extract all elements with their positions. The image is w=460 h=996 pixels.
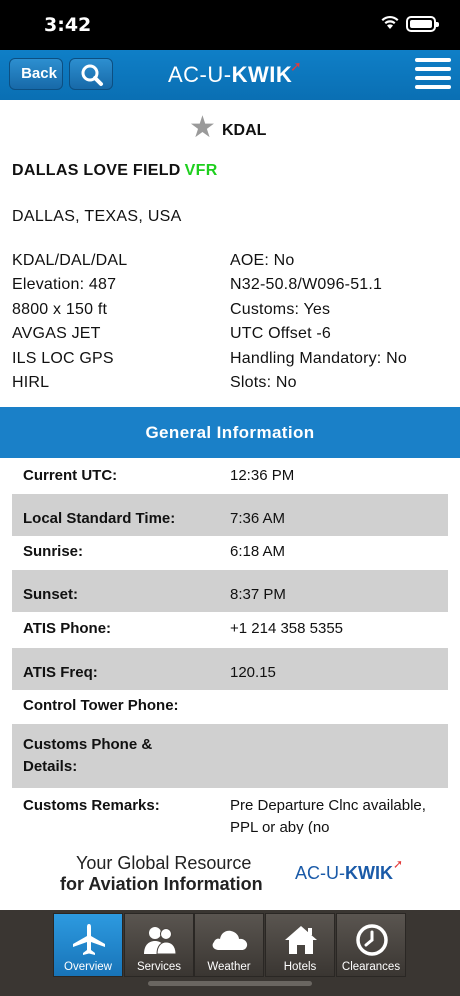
house-icon (281, 922, 321, 958)
fact-right: Customs: Yes (230, 300, 331, 318)
table-row (12, 648, 448, 690)
favorite-star-icon[interactable]: ★ (189, 111, 216, 144)
table-row (12, 788, 448, 834)
tab-bar (0, 910, 460, 996)
row-value: 6:18 AM (230, 543, 286, 560)
menu-button[interactable] (415, 58, 451, 92)
people-icon (140, 922, 180, 958)
tab-services[interactable] (124, 913, 194, 977)
search-icon (70, 59, 114, 91)
status-time: 3:42 (44, 14, 92, 36)
search-button[interactable] (69, 58, 113, 90)
ad-brand-plain: AC-U- (295, 863, 345, 883)
ad-brand-logo (295, 857, 403, 884)
row-value: +1 214 358 5355 (230, 620, 344, 637)
row-label: Sunset: (23, 586, 79, 603)
tab-weather[interactable] (194, 913, 264, 977)
battery-icon (406, 16, 436, 32)
home-indicator[interactable] (148, 981, 312, 986)
table-row (12, 458, 448, 494)
wifi-icon (380, 14, 400, 30)
tab-label: Services (136, 961, 182, 973)
airport-location: DALLAS, TEXAS, USA (12, 208, 182, 225)
table-row (12, 570, 448, 612)
tab-label: Clearances (341, 961, 401, 973)
fact-left: KDAL/DAL/DAL (12, 252, 128, 269)
table-row (12, 612, 448, 648)
logo-text-plain: AC-U- (168, 62, 232, 87)
ad-line-1: Your Global Resource (76, 853, 252, 873)
row-label: Local Standard Time: (23, 510, 176, 527)
cloud-icon (210, 922, 250, 958)
logo-text-bold: KWIK (231, 62, 293, 87)
row-label: Customs Remarks: (23, 797, 160, 814)
table-row (12, 690, 448, 724)
ad-swoosh-icon: ➚ (392, 857, 403, 871)
fact-right: N32-50.8/W096-51.1 (230, 276, 383, 294)
airport-name (12, 162, 218, 180)
fact-left: 8800 x 150 ft (12, 300, 108, 318)
row-label: Control Tower Phone: (23, 697, 179, 714)
row-value: 7:36 AM (230, 510, 286, 527)
table-row (12, 536, 448, 570)
nav-bar (0, 50, 460, 100)
flight-rules-badge: VFR (184, 162, 218, 179)
fact-left: AVGAS JET (12, 325, 101, 343)
fact-right: AOE: No (230, 252, 295, 269)
ad-banner[interactable] (0, 840, 460, 910)
ad-line-2: for Aviation Information (60, 874, 263, 894)
table-row (12, 724, 448, 788)
tab-overview[interactable] (53, 913, 123, 977)
row-label: ATIS Phone: (23, 620, 112, 637)
tab-label: Overview (64, 961, 112, 973)
tab-label: Hotels (283, 961, 317, 973)
row-value: 120.15 (230, 664, 276, 681)
row-label: Sunrise: (23, 543, 84, 560)
airport-header (0, 110, 460, 144)
fact-left: Elevation: 487 (12, 276, 117, 294)
fact-right: UTC Offset -6 (230, 325, 331, 343)
row-label: Customs Phone & Details: (23, 736, 153, 775)
clock-icon (352, 922, 392, 958)
row-value: 12:36 PM (230, 467, 295, 484)
airport-name-text: DALLAS LOVE FIELD (12, 162, 181, 179)
app-logo (168, 58, 303, 88)
general-info-table[interactable] (12, 458, 448, 834)
fact-left: HIRL (12, 373, 50, 391)
hamburger-icon (415, 58, 451, 89)
table-row (12, 494, 448, 536)
ad-brand-bold: KWIK (345, 863, 393, 883)
airplane-icon (69, 922, 109, 958)
row-value: 8:37 PM (230, 586, 286, 603)
fact-left: ILS LOC GPS (12, 349, 114, 367)
fact-right: Slots: No (230, 373, 297, 391)
row-value: Pre Departure Clnc available, PPL or aby (no (230, 797, 426, 834)
row-label: Current UTC: (23, 467, 118, 484)
status-bar (0, 0, 460, 50)
back-button[interactable] (9, 58, 63, 90)
back-button-label: Back (21, 65, 57, 82)
airport-code: KDAL (222, 122, 267, 139)
fact-right: Handling Mandatory: No (230, 349, 407, 367)
row-label: ATIS Freq: (23, 664, 98, 681)
tab-clearances[interactable] (336, 913, 406, 977)
airport-facts (12, 252, 452, 398)
general-info-header: General Information (0, 407, 460, 458)
logo-swoosh-icon: ➚ (290, 58, 303, 74)
tab-hotels[interactable] (265, 913, 335, 977)
tab-label: Weather (207, 961, 251, 973)
